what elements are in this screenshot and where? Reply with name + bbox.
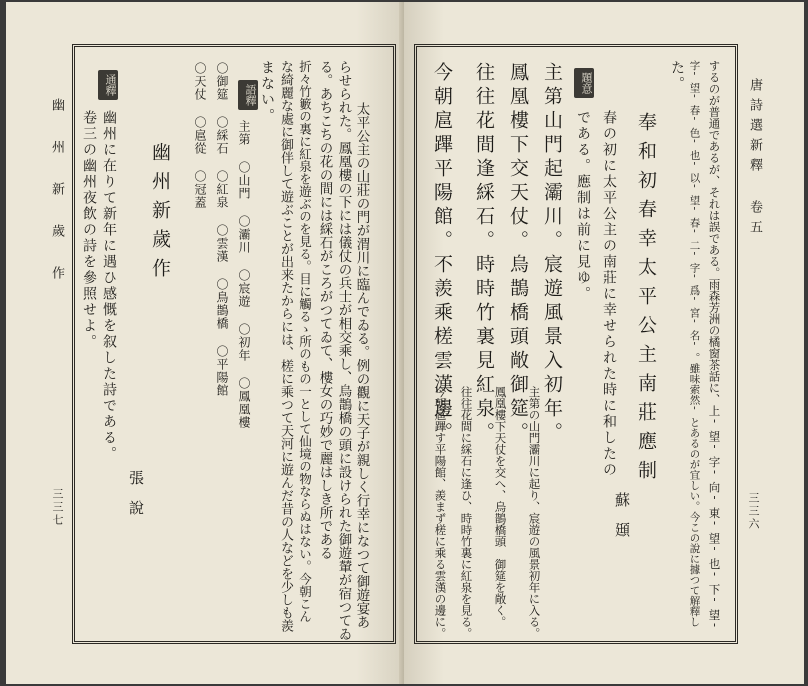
title-badge: 題意 (574, 68, 594, 98)
poem-line: 往往花間逢綵石。時時竹裏見紅泉。 (473, 62, 495, 446)
left-page (6, 2, 404, 684)
gloss-line: 主第 〇山門 〇灞川 〇宸遊 〇初年 〇鳳凰樓 (237, 120, 251, 429)
gloss-badge: 語釋 (238, 80, 258, 110)
intro-line: 幽州に在りて新年に遇ひ感慨を叙した詩である。 (101, 110, 117, 462)
gloss-line: 〇御筵 〇綵石 〇紅泉 〇雲漢 〇鳥鵲橋 〇平陽館 (215, 62, 229, 397)
commentary-line: するのが普通であるが、それは誤である。雨森芳洲の橘窗茶話に、上'望'字'向'東'望'也'下'望' (707, 60, 722, 635)
commentary-line: 字'望'春'色'也'以'望'春'二'字'爲'宮'名'。雖味索然'とあるのが宜しい。今この說に據つて解釋し (688, 60, 701, 627)
open-book (6, 2, 804, 684)
right-page-number: 三三六 (747, 492, 760, 531)
translation-line: る。あちこちの花の間には綵石がころがつてゐて、樓女の巧妙で麗はしき所である (316, 60, 333, 560)
gloss-line: 〇天仗 〇扈從 〇冠蓋 (193, 62, 207, 209)
reading-line: 鳳凰樓下天仗を交へ、烏鵲橋頭 御筵を敞く。 (493, 386, 508, 628)
translation-line: 折々竹籔の裏に紅泉を遊ぶのを見る。目に觸るゝ所のもの一として仙境の物ならぬはない。今朝こん (297, 60, 313, 623)
commentary-line: た。 (669, 60, 685, 92)
poem-line: 鳳凰樓下交天仗。烏鵲橋頭敞御筵。 (507, 62, 529, 446)
translation-line: な綺麗な處に御伴して遊ぶことが出来たからには、槎に乘つて天河に遊んだ昔の人などを少しも羨 (278, 60, 293, 632)
translation-line: らせられた。鳳凰樓の下には儀仗の兵士が相交乘し、烏鵲橋の頭に設けられた御遊輦が宿つてゐ (335, 60, 352, 641)
title-note-line: 春の初に太平公主の南莊に幸せられた時に和したの (601, 110, 617, 478)
intro-badge: 通釋 (98, 70, 118, 100)
title-note-line: である。應制は前に見ゆ。 (575, 110, 591, 302)
reading-line: 今朝扈蹕す平陽館、羨まず槎に乘る雲漢の邊に。 (433, 386, 448, 639)
intro-line: 卷三の幽州夜飲の詩を參照せよ。 (81, 110, 97, 350)
translation-line: まない。 (259, 60, 275, 124)
poem-title: 幽州新歲作 (149, 142, 171, 287)
poem-title: 奉和初春幸太平公主南莊應制 (635, 112, 657, 489)
poem-line: 今朝扈蹕平陽館。不羨乘槎雲漢邊。 (431, 62, 453, 446)
left-page-number: 三三七 (51, 488, 64, 527)
right-page (404, 2, 804, 684)
poem-line: 主第山門起灞川。宸遊風景入初年。 (541, 62, 563, 446)
poem-author: 張 說 (127, 470, 145, 515)
reading-line: 主第の山門灞川に起り、宸遊の風景初年に入る。 (527, 386, 542, 639)
reading-line: 往往花間に綵石に逢ひ、時時竹裏に紅泉を見る。 (459, 386, 474, 639)
poem-author: 蘇 頲 (613, 492, 631, 537)
left-running-title: 幽 州 新 歲 作 (49, 98, 64, 286)
translation-line: 太平公主の山莊の門が渭川に臨んでゐる。例の觀に天子が親しく行幸になつて御遊宴あ (353, 102, 370, 629)
right-running-title: 唐詩選新釋 卷五 (747, 78, 762, 240)
